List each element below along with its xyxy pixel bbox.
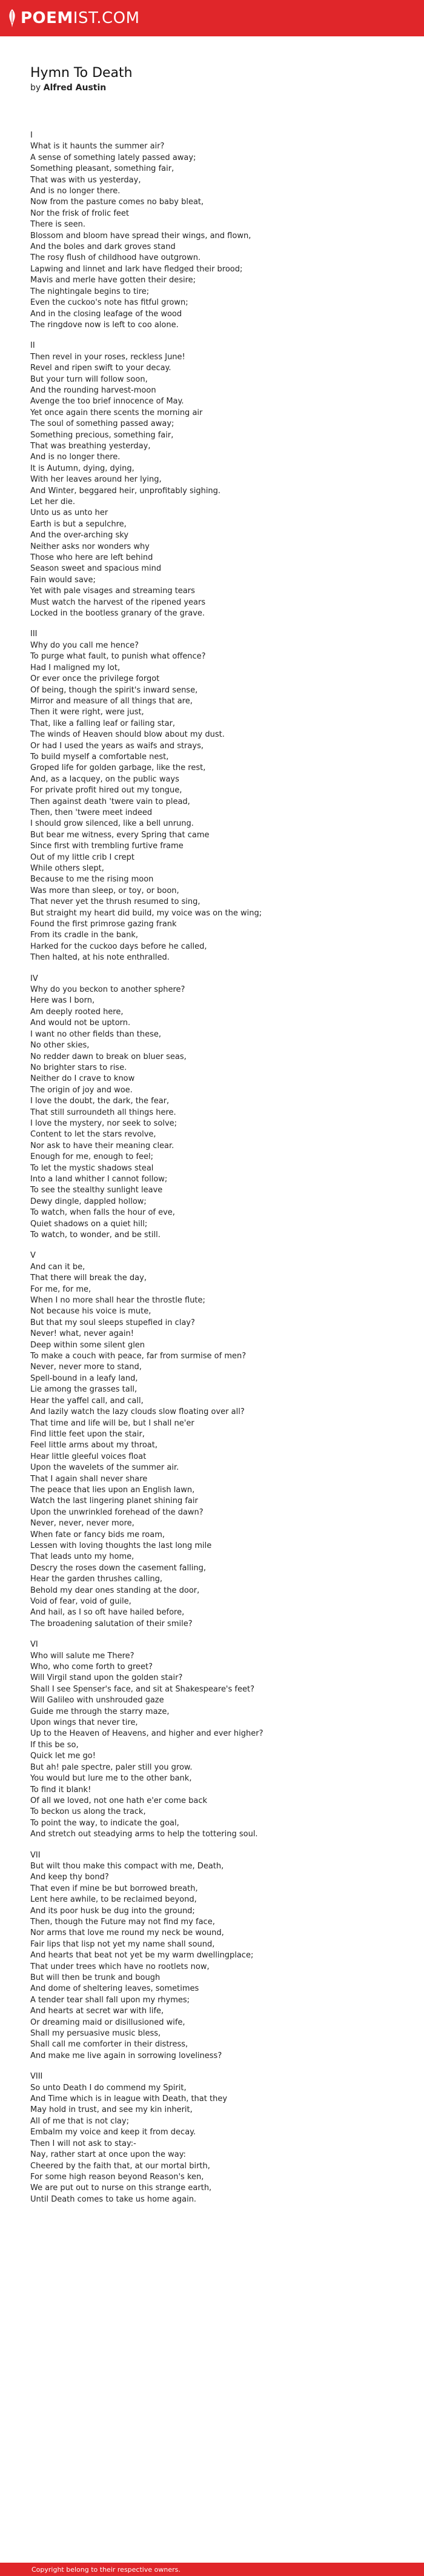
poem-line: No other skies,: [30, 1041, 90, 1051]
poem-line: Am deeply rooted here,: [30, 1007, 124, 1017]
poem-line: Upon the wavelets of the summer air.: [30, 1463, 179, 1473]
poem-line: And is no longer there.: [30, 453, 121, 462]
poem-line: I should grow silenced, like a bell unrung.: [30, 819, 194, 829]
poem-line: Yet once again there scents the morning air: [30, 408, 203, 417]
poem-line: And is no longer there.: [30, 187, 121, 196]
poem-line: Shall I see Spenser's face, and sit at Shakespeare's feet?: [30, 1684, 254, 1694]
poem-line: Was more than sleep, or toy, or boon,: [30, 886, 179, 895]
poem-line: Why do you call me hence?: [30, 640, 139, 650]
poem-line: Spell-bound in a leafy land,: [30, 1373, 138, 1383]
poem-line: And hail, as I so oft have hailed before,: [30, 1608, 185, 1618]
poem-line: And dome of sheltering leaves, sometimes: [30, 1984, 199, 1994]
poem-line: Because to me the rising moon: [30, 875, 154, 885]
poem-line: But that my soul sleeps stupefied in clay?: [30, 1318, 195, 1327]
poem-line: Enough for me, enough to feel;: [30, 1152, 154, 1162]
poem-line: That was with us yesterday,: [30, 175, 141, 185]
poem-line: Embalm my voice and keep it from decay.: [30, 2128, 196, 2137]
poem-line: Mavis and merle have gotten their desire;: [30, 276, 196, 285]
poem-line: And the boles and dark groves stand: [30, 242, 176, 252]
poem-line: Of being, though the spirit's inward sense,: [30, 685, 198, 695]
poem-line: And hearts that beat not yet be my warm dwellingplace;: [30, 1951, 254, 1960]
poem-line: Dewy dingle, dappled hollow;: [30, 1197, 147, 1206]
poem-body: [30, 130, 406, 2205]
poem-content: [30, 65, 406, 2215]
poem-line: Something precious, something fair,: [30, 430, 174, 440]
poem-line: When fate or fancy bids me roam,: [30, 1530, 165, 1539]
poem-line: What is it haunts the summer air?: [30, 142, 165, 151]
author-link[interactable]: Alfred Austin: [43, 83, 107, 93]
poem-line: Groped life for golden garbage, like the rest,: [30, 763, 206, 773]
poem-line: Then it were right, were just,: [30, 708, 144, 717]
poem-line: Void of fear, void of guile,: [30, 1597, 131, 1606]
poem-line: That time and life will be, but I shall ne'er: [30, 1418, 194, 1428]
poem-line: Quiet shadows on a quiet hill;: [30, 1219, 148, 1229]
poem-line: And in the closing leafage of the wood: [30, 309, 182, 319]
poem-line: Then, though the Future may not find my face,: [30, 1917, 215, 1927]
poem-line: Up to the Heaven of Heavens, and higher and ever higher?: [30, 1729, 263, 1739]
poem-line: To find it blank!: [30, 1785, 91, 1794]
poem-line: All of me that is not clay;: [30, 2116, 129, 2126]
footer-bar: [0, 2563, 424, 2576]
poem-line: But straight my heart did build, my voice was on the wing;: [30, 908, 262, 918]
poem-line: Watch the last lingering planet shining fair: [30, 1496, 198, 1506]
poem-line: And its poor husk be dug into the ground;: [30, 1906, 195, 1916]
poem-line: So unto Death I do commend my Spirit,: [30, 2083, 187, 2093]
poem-line: Quick let me go!: [30, 1751, 96, 1761]
poem-line: To build myself a comfortable nest,: [30, 752, 169, 762]
poem-line: For private profit hired out my tongue,: [30, 786, 182, 795]
poem-line: To see the stealthy sunlight leave: [30, 1186, 163, 1195]
poem-line: The ringdove now is left to coo alone.: [30, 320, 179, 330]
stanza-number: V: [30, 1251, 36, 1261]
poem-line: Descry the roses down the casement falling,: [30, 1563, 206, 1573]
poem-line: While others slept,: [30, 864, 104, 873]
poem-line: Never! what, never again!: [30, 1329, 134, 1339]
poem-line: That under trees which have no rootlets now,: [30, 1962, 210, 1971]
poem-line: Unto us as unto her: [30, 508, 108, 518]
poem-line: To purge what fault, to punish what offence?: [30, 652, 206, 662]
stanza: [30, 130, 406, 331]
poem-line: And the rounding harvest-moon: [30, 385, 156, 395]
poem-line: I love the doubt, the dark, the fear,: [30, 1097, 170, 1106]
poem-line: And hearts at secret war with life,: [30, 2007, 164, 2016]
poem-line: Will Virgil stand upon the golden stair?: [30, 1673, 183, 1683]
poem-line: That I again shall never share: [30, 1474, 148, 1484]
stanza-number: I: [30, 131, 33, 140]
stanza-number: III: [30, 629, 38, 639]
poem-line: But ah! pale spectre, paler still you grow.: [30, 1762, 193, 1772]
poem-line: If this be so,: [30, 1740, 79, 1750]
poem-line: From its cradle in the bank,: [30, 931, 138, 940]
poem-line: Mirror and measure of all things that are,: [30, 696, 193, 706]
stanza: [30, 1250, 406, 1630]
poem-line: Lie among the grasses tall,: [30, 1385, 137, 1395]
poem-line: That, like a falling leaf or failing star,: [30, 719, 176, 728]
poem-line: I love the mystery, nor seek to solve;: [30, 1118, 177, 1128]
poem-line: No redder dawn to break on bluer seas,: [30, 1052, 187, 1061]
poem-line: Not because his voice is mute,: [30, 1307, 151, 1316]
poem-line: Nor the frisk of frolic feet: [30, 208, 130, 218]
poem-line: And make me live again in sorrowing loveliness?: [30, 2051, 222, 2060]
poem-line: Fain would save;: [30, 575, 96, 585]
poem-line: Lapwing and linnet and lark have fledged their brood;: [30, 264, 243, 274]
poem-line: I want no other fields than these,: [30, 1029, 161, 1039]
poem-line: That there will break the day,: [30, 1273, 147, 1283]
poem-line: A sense of something lately passed away;: [30, 153, 196, 162]
poem-line: Never, never more to stand,: [30, 1363, 142, 1372]
stanza: [30, 2071, 406, 2205]
poem-line: Then halted, at his note enthralled.: [30, 953, 170, 963]
poem-line: Revel and ripen swift to your decay.: [30, 363, 171, 373]
poem-line: Avenge the too brief innocence of May.: [30, 397, 184, 407]
poem-line: Something pleasant, something fair,: [30, 164, 174, 174]
poem-line: Since first with trembling furtive frame: [30, 842, 184, 851]
poem-line: Neither do I crave to know: [30, 1074, 135, 1084]
poem-line: That never yet the thrush resumed to sing,: [30, 897, 200, 907]
stanza-number: VI: [30, 1640, 38, 1650]
poem-line: Then, then 'twere meet indeed: [30, 808, 153, 817]
poem-line: Fair lips that lisp not yet my name shall sound,: [30, 1939, 215, 1949]
footer-copyright: Copyright belong to their respective owners.: [31, 2565, 181, 2574]
poem-line: Now from the pasture comes no baby bleat,: [30, 198, 204, 207]
poem-line: Then I will not ask to stay:-: [30, 2139, 136, 2148]
stanza: [30, 1850, 406, 2062]
stanza-number: II: [30, 341, 35, 351]
poem-line: To beckon us along the track,: [30, 1807, 146, 1817]
poem-line: No brighter stars to rise.: [30, 1063, 127, 1072]
poem-line: Behold my dear ones standing at the door,: [30, 1585, 200, 1595]
poem-line: Never, never, never more,: [30, 1519, 134, 1529]
poem-line: To make a couch with peace, far from surmise of men?: [30, 1352, 247, 1361]
poem-line: But will then be trunk and bough: [30, 1973, 161, 1982]
poem-line: Out of my little crib I crept: [30, 852, 135, 862]
poem-line: Who, who come forth to greet?: [30, 1662, 153, 1672]
poem-line: Let her die.: [30, 497, 75, 506]
poem-line: Neither asks nor wonders why: [30, 542, 150, 551]
poem-line: Hear little gleeful voices float: [30, 1452, 147, 1461]
poem-line: But your turn will follow soon,: [30, 374, 148, 384]
poem-line: Had I maligned my lot,: [30, 663, 121, 672]
poem-title: Hymn To Death: [30, 65, 133, 81]
poem-line: Why do you beckon to another sphere?: [30, 985, 185, 995]
poem-line: Yet with pale visages and streaming tears: [30, 586, 195, 596]
poem-line: For me, for me,: [30, 1284, 91, 1294]
poem-line: Must watch the harvest of the ripened years: [30, 597, 206, 607]
poem-line: You would but lure me to the other bank,: [30, 1774, 192, 1784]
poem-line: Deep within some silent glen: [30, 1340, 145, 1350]
poem-line: And lazily watch the lazy clouds slow floating over all?: [30, 1407, 245, 1417]
top-bar: [0, 0, 424, 36]
poem-line: And Winter, beggared heir, unprofitably sighing.: [30, 486, 221, 496]
poem-line: Harked for the cuckoo days before he called,: [30, 941, 207, 951]
poem-line: Locked in the bootless granary of the grave.: [30, 609, 205, 619]
poem-line: Nor ask to have their meaning clear.: [30, 1141, 174, 1150]
poem-line: The peace that lies upon an English lawn,: [30, 1485, 195, 1495]
poem-line: And stretch out steadying arms to help the tottering soul.: [30, 1830, 258, 1839]
poem-line: Those who here are left behind: [30, 553, 153, 563]
poem-line: With her leaves around her lying,: [30, 475, 162, 485]
poem-line: Even the cuckoo's note has fitful grown;: [30, 298, 188, 308]
poem-line: Feel little arms about my throat,: [30, 1441, 157, 1450]
poem-line: That even if mine be but borrowed breath,: [30, 1884, 198, 1893]
poem-line: That leads unto my home,: [30, 1552, 134, 1562]
stanza-number: VIII: [30, 2072, 43, 2082]
poem-line: Who will salute me There?: [30, 1651, 134, 1661]
poem-byline: [30, 83, 406, 93]
poem-line: Nor arms that love me round my neck be wound,: [30, 1928, 224, 1938]
poem-line: Then against death 'twere vain to plead,: [30, 797, 190, 806]
poem-line: That was breathing yesterday,: [30, 441, 151, 451]
site-logo-link[interactable]: [21, 9, 140, 27]
poem-line: Upon the unwrinkled forehead of the dawn?: [30, 1507, 204, 1517]
poem-line: Will Galileo with unshrouded gaze: [30, 1696, 164, 1705]
poem-line: Shall call me comforter in their distress,: [30, 2040, 188, 2050]
poem-line: Of all we loved, not one hath e'er come back: [30, 1796, 208, 1805]
poem-line: The nightingale begins to tire;: [30, 287, 150, 296]
poem-line: There is seen.: [30, 220, 86, 230]
stanza: [30, 629, 406, 963]
poem-line: To watch, when falls the hour of eve,: [30, 1208, 175, 1218]
poem-line: When I no more shall hear the throstle flute;: [30, 1296, 205, 1306]
byline-prefix: by: [30, 83, 41, 93]
stanza-number: IV: [30, 974, 38, 983]
poem-line: But wilt thou make this compact with me, Death,: [30, 1861, 224, 1871]
poem-line: Shall my persuasive music bless,: [30, 2029, 161, 2039]
poem-line: Or dreaming maid or disillusioned wife,: [30, 2017, 185, 2027]
poem-line: Content to let the stars revolve,: [30, 1130, 156, 1140]
poem-line: For some high reason beyond Reason's ken,: [30, 2172, 204, 2182]
poem-line: Found the first primrose gazing frank: [30, 920, 177, 929]
poem-line: Hear the yaffel call, and call,: [30, 1396, 144, 1406]
poem-line: Earth is but a sepulchre,: [30, 519, 127, 529]
poem-line: The winds of Heaven should blow about my dust.: [30, 730, 225, 740]
stanza: [30, 974, 406, 1241]
poem-line: To watch, to wonder, and be still.: [30, 1230, 161, 1240]
poem-line: Nay, rather start at once upon the way:: [30, 2150, 186, 2160]
poem-line: Then revel in your roses, reckless June!: [30, 352, 185, 362]
poem-line: Into a land whither I cannot follow;: [30, 1174, 168, 1184]
poem-line: Find little feet upon the stair,: [30, 1429, 145, 1439]
poem-line: Or ever once the privilege forgot: [30, 674, 160, 684]
poem-line: Cheered by the faith that, at our mortal birth,: [30, 2161, 210, 2171]
poem-line: Hear the garden thrushes calling,: [30, 1575, 163, 1584]
poem-line: We are put out to nurse on this strange earth,: [30, 2183, 212, 2193]
poem-line: The soul of something passed away;: [30, 419, 174, 429]
poem-line: The origin of joy and woe.: [30, 1085, 133, 1095]
logo-rest-text: IST.COM: [73, 9, 140, 27]
poem-line: And, as a lacquey, on the public ways: [30, 774, 179, 784]
poem-line: The rosy flush of childhood have outgrown.: [30, 253, 201, 263]
poem-line: The broadening salutation of their smile?: [30, 1619, 193, 1628]
poem-line: To point the way, to indicate the goal,: [30, 1818, 179, 1828]
poem-line: And the over-arching sky: [30, 531, 129, 540]
poem-line: Lessen with loving thoughts the last long mile: [30, 1541, 212, 1550]
poem-line: Guide me through the starry maze,: [30, 1707, 170, 1716]
stanza: [30, 340, 406, 619]
poem-line: Or had I used the years as waifs and strays,: [30, 741, 204, 751]
poem-line: Blossom and bloom have spread their wings, and flown,: [30, 231, 251, 241]
poem-line: That still surroundeth all things here.: [30, 1107, 176, 1117]
poem-line: It is Autumn, dying, dying,: [30, 463, 134, 473]
poem-line: A tender tear shall fall upon my rhymes;: [30, 1995, 190, 2005]
poem-line: Lent here awhile, to be reclaimed beyond,: [30, 1895, 197, 1905]
poem-line: And Time which is in league with Death, that they: [30, 2094, 228, 2104]
quill-pen-icon: [7, 8, 17, 28]
poem-line: But bear me witness, every Spring that came: [30, 830, 210, 840]
logo-bold-text: POEM: [21, 9, 73, 27]
poem-line: May hold in trust, and see my kin inherit,: [30, 2105, 193, 2115]
poem-line: And would not be uptorn.: [30, 1018, 131, 1028]
stanza: [30, 1639, 406, 1840]
poem-line: Upon wings that never tire,: [30, 1718, 138, 1728]
poem-line: And keep thy bond?: [30, 1873, 109, 1882]
poem-line: And can it be,: [30, 1262, 85, 1272]
poem-line: Here was I born,: [30, 996, 95, 1006]
poem-line: Season sweet and spacious mind: [30, 564, 162, 574]
stanza-number: VII: [30, 1850, 41, 1860]
poem-line: To let the mystic shadows steal: [30, 1163, 154, 1173]
poem-line: Until Death comes to take us home again.: [30, 2194, 197, 2204]
